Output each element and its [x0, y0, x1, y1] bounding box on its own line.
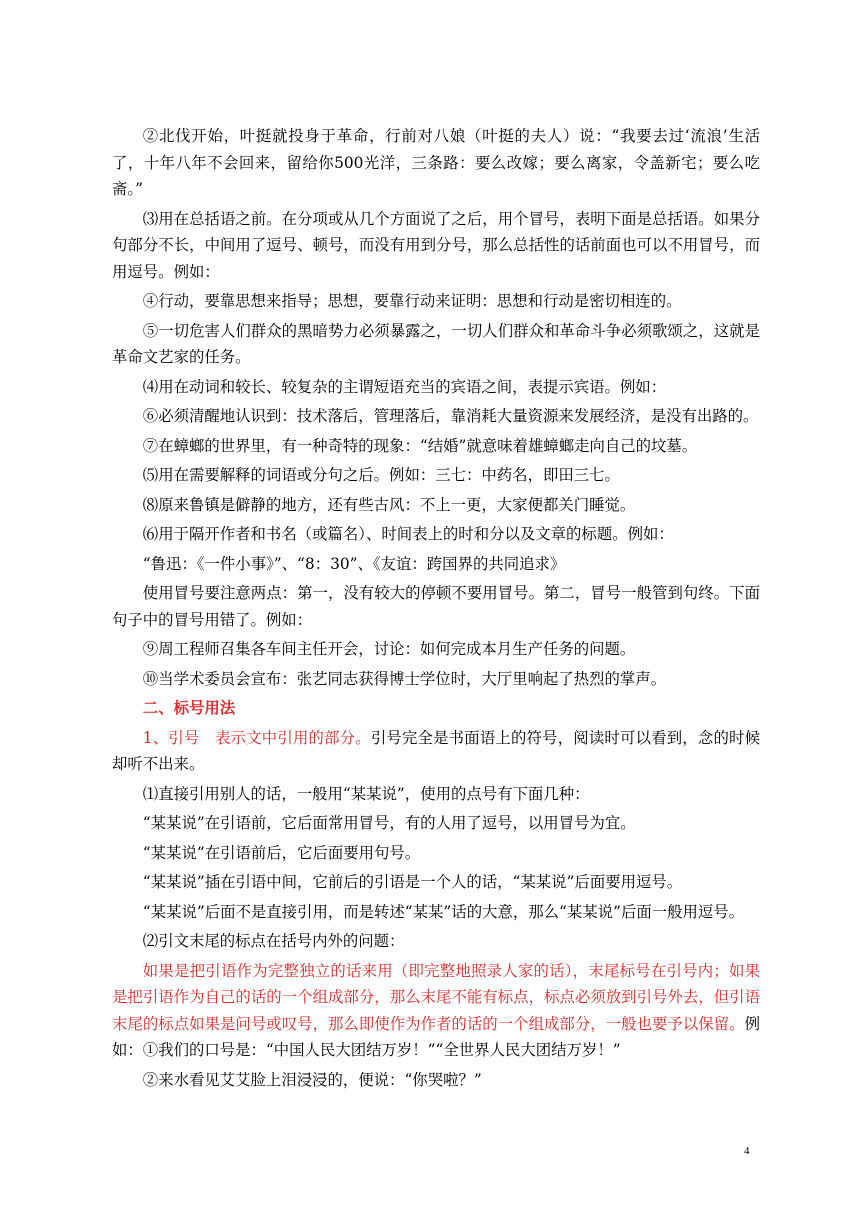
paragraph: ⑨周工程师召集各车间主任开会，讨论：如何完成本月生产任务的问题。 [142, 640, 636, 658]
paragraph: ⑤一切危害人们群众的黑暗势力必须暴露之，一切人们群众和革命斗争必须歌颂之，这就是革命文艺家的任务。 [112, 321, 760, 366]
paragraph: ⑥必须清醒地认识到：技术落后，管理落后，靠消耗大量资源来发展经济，是没有出路的。 [142, 407, 759, 425]
paragraph: ⑩当学术委员会宣布：张艺同志获得博士学位时，大厅里响起了热烈的掌声。 [142, 669, 667, 688]
paragraph: “某某说”在引语前后，它后面要用句号。 [142, 843, 421, 862]
rule-example-text: 例如：①我们的口号是：“中国人民大团结万岁！”“全世界人民大团结万岁！” [112, 1014, 760, 1059]
paragraph: ②北伐开始，叶挺就投身于革命，行前对八娘（叶挺的夫人）说：“我要去过‘流浪’生活了，十年八年不会回来，留给你500光洋，三条路：要么改嫁；要么离家，令盖新宅；要么吃斋。” [112, 127, 760, 198]
paragraph: ⑹用于隔开作者和书名（或篇名）、时间表上的时和分以及文章的标题。例如： [142, 525, 674, 543]
paragraph: “某某说”插在引语中间，它前后的引语是一个人的话，“某某说”后面要用逗号。 [142, 873, 683, 891]
quote-intro-paragraph [112, 725, 760, 778]
quote-intro-red-text: 1、引号 表示文中引用的部分。 [142, 728, 371, 747]
paragraph: ⑸用在需要解释的词语或分句之后。例如：三七：中药名，即田三七。 [142, 466, 620, 484]
paragraph: ⑶用在总括语之前。在分项或从几个方面说了之后，用个冒号，表明下面是总括语。如果分句部分不长，中间用了逗号、顿号，而没有用到分号，那么总括性的话前面也可以不用冒号，而用逗号。例如： [112, 209, 760, 281]
paragraph: ⑴直接引用别人的话，一般用“某某说”，使用的点号有下面几种： [142, 784, 590, 803]
page-number: 4 [744, 1145, 750, 1157]
quote-intro-text: 引号完全是书面语上的符号，阅读时可以看到，念的时候却听不出来。 [112, 728, 760, 773]
paragraph: ⑵引文末尾的标点在括号内外的问题： [142, 932, 405, 950]
paragraph: “某某说”后面不是直接引用，而是转述“某某”话的大意，那么“某某说”后面一般用逗号。 [142, 902, 745, 921]
document-body [112, 123, 760, 1093]
section-heading: 二、标号用法 [142, 699, 236, 717]
rule-paragraph [112, 958, 760, 1064]
paragraph: “鲁迅：《一件小事》”、“8：30”、《友谊：跨国界的共同追求》 [142, 554, 566, 573]
paragraph: “某某说”在引语前，它后面常用冒号，有的人用了逗号，以用冒号为宜。 [142, 814, 636, 832]
paragraph: ④行动，要靠思想来指导；思想，要靠行动来证明：思想和行动是密切相连的。 [142, 292, 682, 310]
paragraph: ⑷用在动词和较长、较复杂的主谓短语充当的宾语之间，表提示宾语。例如： [142, 377, 667, 396]
paragraph: 使用冒号要注意两点：第一，没有较大的停顿不要用冒号。第二，冒号一般管到句终。下面句子中的冒号用错了。例如： [112, 584, 760, 629]
rule-red-text: 如果是把引语作为完整独立的话来用（即完整地照录人家的话），末尾标号在引号内；如果是把引语作为自己的话的一个组成部分，那么末尾不能有标点，标点必须放到引号外去，但引语末尾的标点如果是问号或叹号，那么即使作为作者的话的一个组成部分，一般也要予以保留。 [112, 961, 760, 1033]
paragraph: ⑦在蟑螂的世界里，有一种奇特的现象：“结婚”就意味着雄蟑螂走向自己的坟墓。 [142, 436, 698, 455]
paragraph: ②来水看见艾艾脸上泪浸浸的，便说：“你哭啦？” [142, 1070, 482, 1089]
paragraph: ⑻原来鲁镇是僻静的地方，还有些古风：不上一更，大家便都关门睡觉。 [142, 495, 636, 514]
